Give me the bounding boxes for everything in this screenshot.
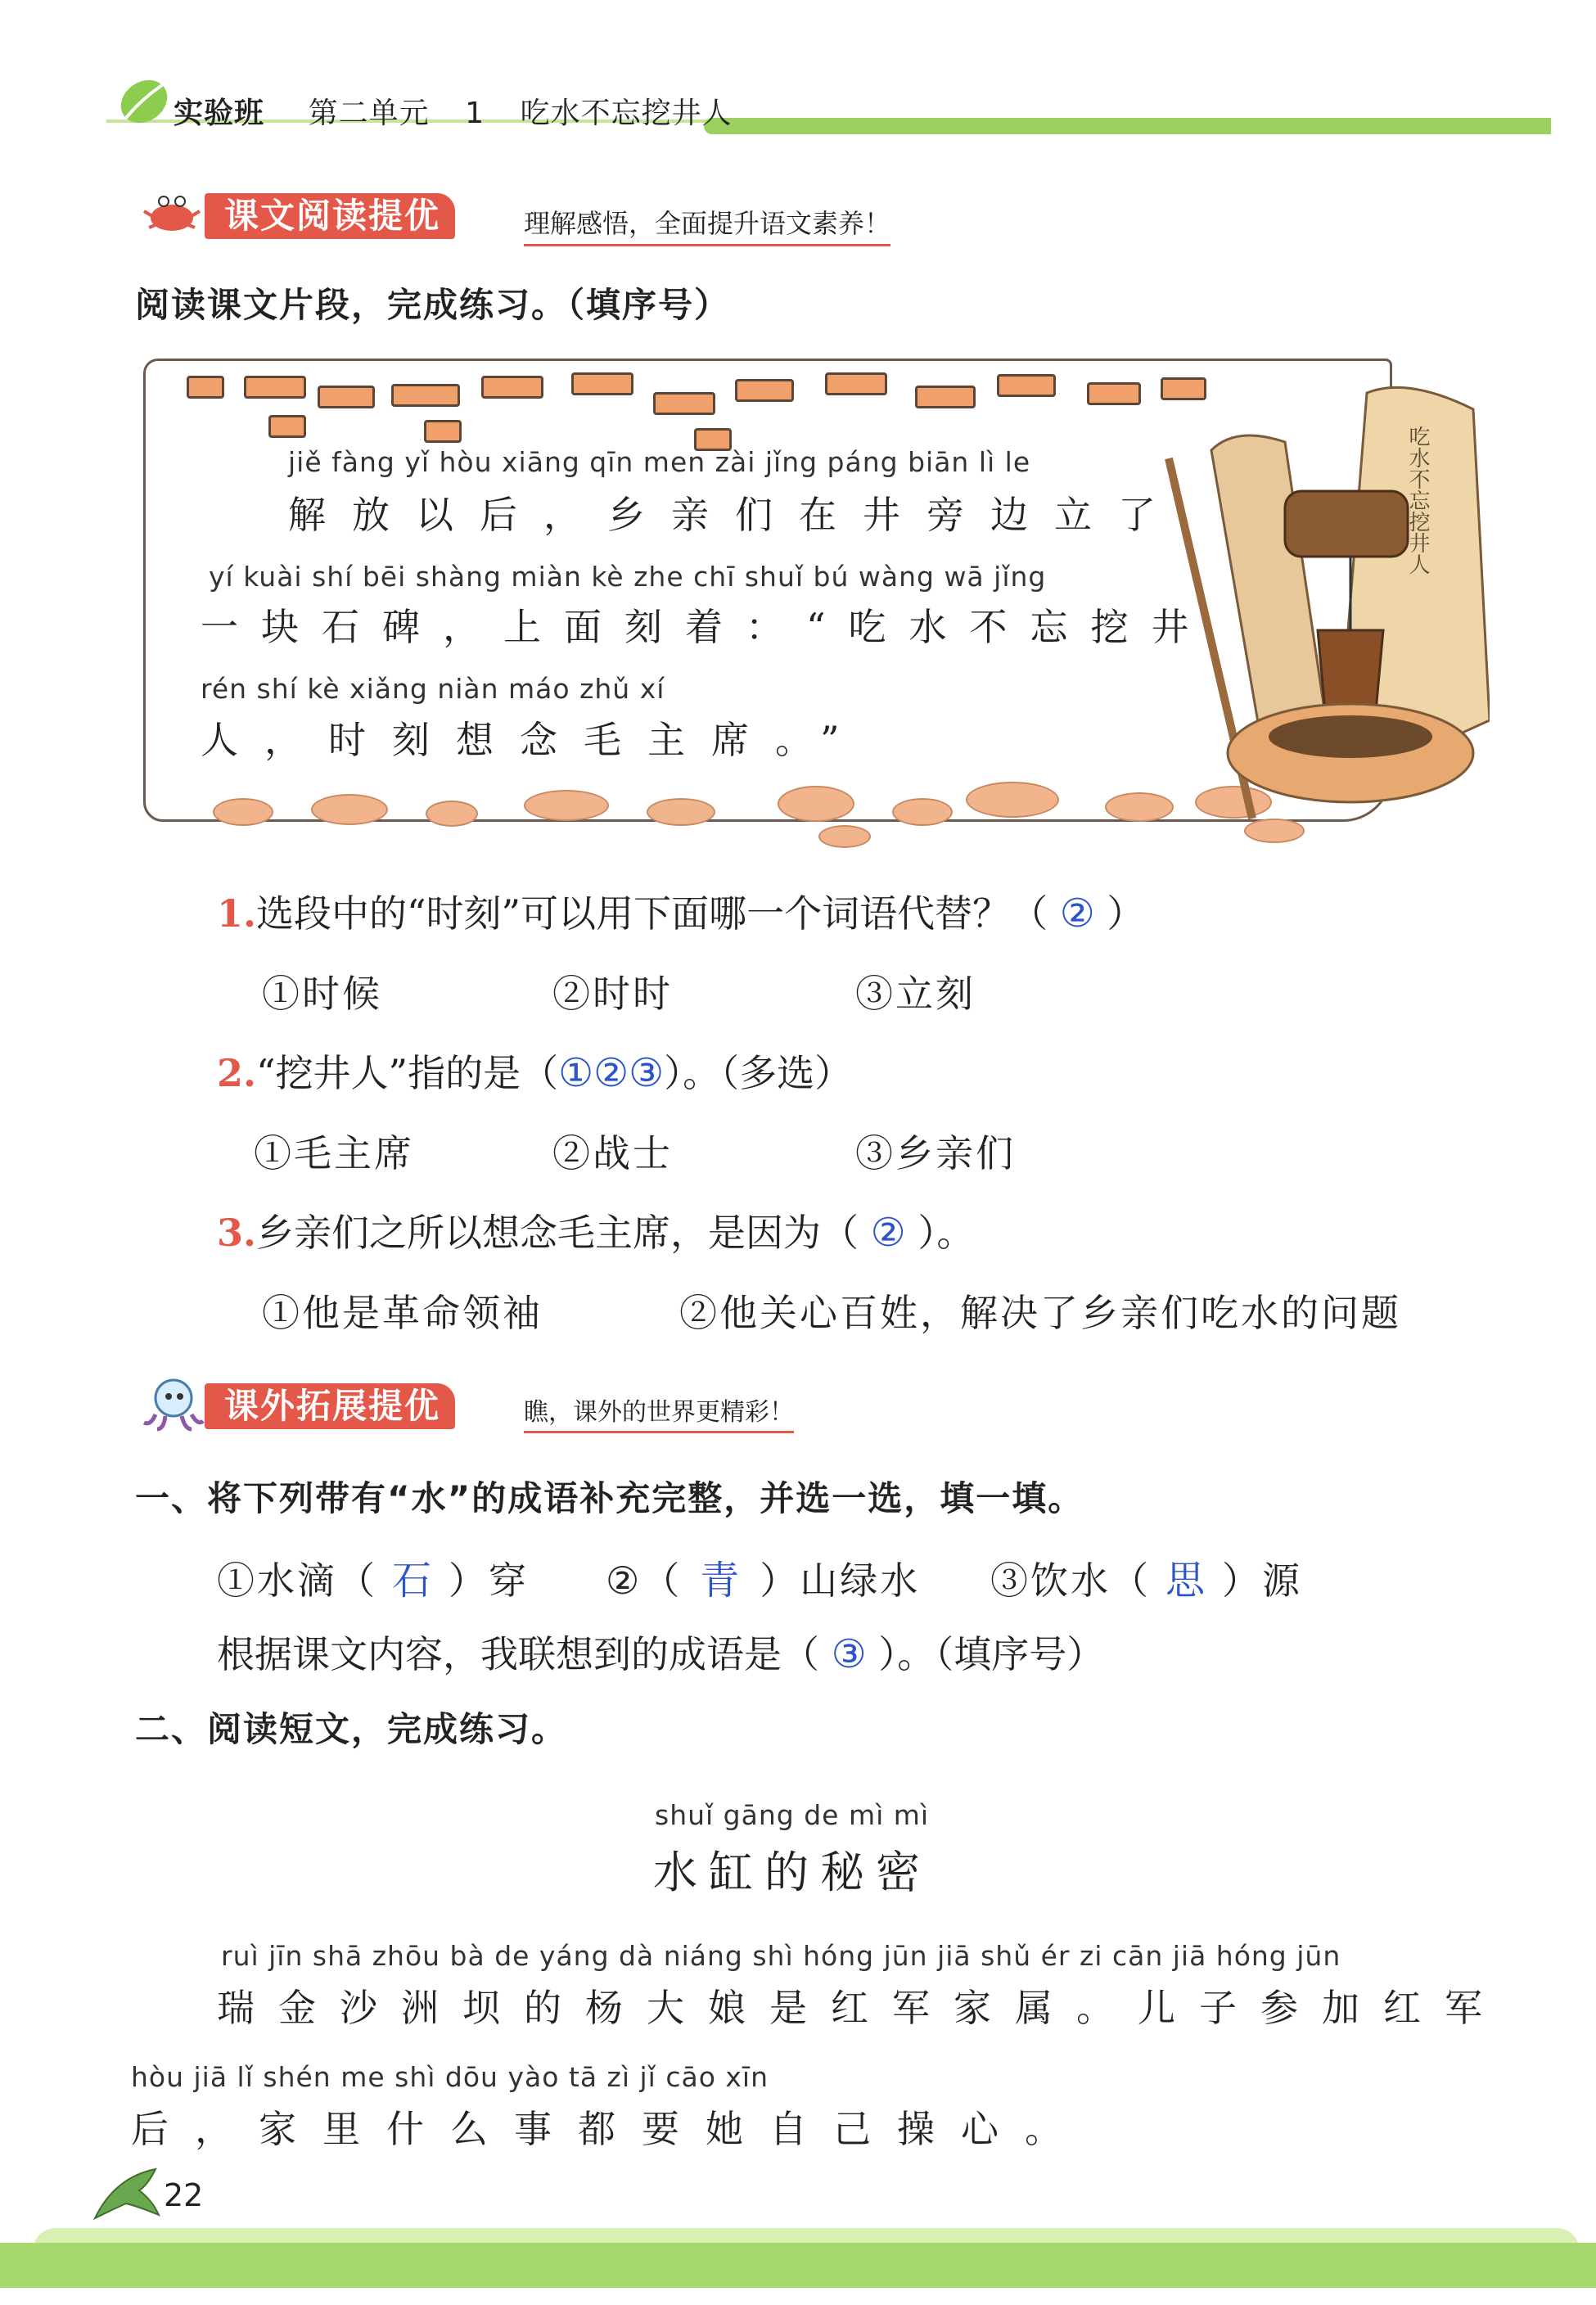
passage-pinyin-1: jiě fàng yǐ hòu xiāng qīn men zài jǐng páng biān lì le xyxy=(288,446,1031,478)
leaf-logo-icon xyxy=(115,75,172,128)
question-1 xyxy=(217,884,1144,938)
idiom-1-pre: ①水滴（ xyxy=(217,1558,377,1603)
question-1-option-2: ②时时 xyxy=(552,972,673,1016)
stele-inscription: 吃水不忘挖井人 xyxy=(1405,426,1430,575)
header-title xyxy=(174,90,765,132)
question-3-option-1: ①他是革命领袖 xyxy=(262,1291,543,1335)
idiom-association xyxy=(217,1625,1104,1679)
question-3-text: 乡亲们之所以想念毛主席，是因为（ xyxy=(256,1211,859,1255)
header-unit: 第二单元 xyxy=(308,97,430,130)
story-pinyin-2: hòu jiā lǐ shén me shì dōu yào tā zì jǐ cāo xīn xyxy=(131,2061,769,2093)
question-3-close: ）。 xyxy=(917,1211,975,1255)
question-3 xyxy=(217,1203,974,1257)
crab-icon xyxy=(139,187,205,239)
section-banner-extension: 课外拓展提优 xyxy=(205,1383,455,1429)
section-tagline-extension: 瞧，课外的世界更精彩！ xyxy=(524,1392,794,1433)
question-2-answer[interactable]: ①②③ xyxy=(558,1050,665,1096)
passage-pinyin-3: rén shí kè xiǎng niàn máo zhǔ xí xyxy=(201,673,665,705)
idiom-2 xyxy=(606,1549,920,1605)
association-post: ）。（填序号） xyxy=(878,1632,1105,1676)
header-lesson-no: 1 xyxy=(465,97,485,130)
question-2-option-1: ①毛主席 xyxy=(254,1131,414,1175)
question-2-text: “挖井人”指的是（ xyxy=(256,1051,559,1095)
footer-band xyxy=(0,2243,1596,2288)
question-2-number: 2. xyxy=(217,1051,257,1095)
idiom-3 xyxy=(990,1549,1302,1605)
header-brand: 实验班 xyxy=(174,97,265,130)
dolphin-icon xyxy=(90,2161,164,2226)
passage-hanzi-3: 人，时刻想念毛主席。” xyxy=(201,718,866,762)
question-3-option-2: ②他关心百姓，解决了乡亲们吃水的问题 xyxy=(679,1291,1401,1335)
question-2-option-2: ②战士 xyxy=(552,1131,673,1175)
idiom-1-post: ）穿 xyxy=(449,1558,530,1603)
passage-hanzi-2: 一块石碑，上面刻着：“吃水不忘挖井 xyxy=(201,605,1212,649)
question-2-close: ）。（多选） xyxy=(664,1051,853,1095)
question-2 xyxy=(217,1044,852,1098)
idiom-2-pre: ②（ xyxy=(606,1558,683,1603)
header-green-band xyxy=(704,118,1551,134)
part2-heading: 二、阅读短文，完成练习。 xyxy=(135,1709,568,1749)
idiom-3-answer[interactable]: 思 xyxy=(1165,1558,1208,1604)
idiom-1 xyxy=(217,1549,529,1605)
association-answer[interactable]: ③ xyxy=(831,1631,867,1677)
story-hanzi-2: 后，家里什么事都要她自己操心。 xyxy=(131,2107,1089,2151)
idiom-2-post: ）山绿水 xyxy=(760,1558,921,1603)
page-number: 22 xyxy=(164,2177,204,2213)
story-title-pinyin: shuǐ gāng de mì mì xyxy=(655,1799,930,1831)
question-1-option-3: ③立刻 xyxy=(855,972,976,1016)
section-banner-reading: 课文阅读提优 xyxy=(205,193,455,239)
header-lesson-title: 吃水不忘挖井人 xyxy=(520,97,733,130)
question-1-number: 1. xyxy=(217,891,257,936)
octopus-icon xyxy=(139,1375,205,1432)
story-hanzi-1: 瑞金沙洲坝的杨大娘是红军家属。儿子参加红军 xyxy=(217,1986,1506,2030)
idiom-3-post: ）源 xyxy=(1222,1558,1303,1603)
passage-hanzi-1: 解放以后，乡亲们在井旁边立了 xyxy=(288,493,1182,537)
idiom-1-answer[interactable]: 石 xyxy=(392,1558,435,1604)
question-2-option-3: ③乡亲们 xyxy=(855,1131,1016,1175)
reading-instruction: 阅读课文片段，完成练习。（填序号） xyxy=(135,285,731,325)
idiom-3-pre: ③饮水（ xyxy=(990,1558,1151,1603)
story-pinyin-1: ruì jīn shā zhōu bà de yáng dà niáng shì hóng jūn jiā shǔ ér zi cān jiā hóng jūn xyxy=(221,1940,1341,1972)
question-1-option-1: ①时候 xyxy=(262,972,382,1016)
question-3-answer[interactable]: ② xyxy=(870,1210,906,1256)
question-1-text: 选段中的“时刻”可以用下面哪一个词语代替？（ xyxy=(256,891,1048,936)
section-tagline-reading: 理解感悟，全面提升语文素养！ xyxy=(524,203,890,246)
passage-pinyin-2: yí kuài shí bēi shàng miàn kè zhe chī shuǐ bú wàng wā jǐng xyxy=(209,561,1047,593)
question-1-close: ） xyxy=(1107,891,1145,936)
idiom-2-answer[interactable]: 青 xyxy=(700,1558,742,1604)
association-pre: 根据课文内容，我联想到的成语是（ xyxy=(217,1632,819,1676)
part1-heading: 一、将下列带有“水”的成语补充完整，并选一选，填一填。 xyxy=(135,1478,1084,1518)
story-title: 水缸的秘密 xyxy=(653,1847,931,1898)
question-1-answer[interactable]: ② xyxy=(1059,891,1095,936)
question-3-number: 3. xyxy=(217,1211,257,1255)
